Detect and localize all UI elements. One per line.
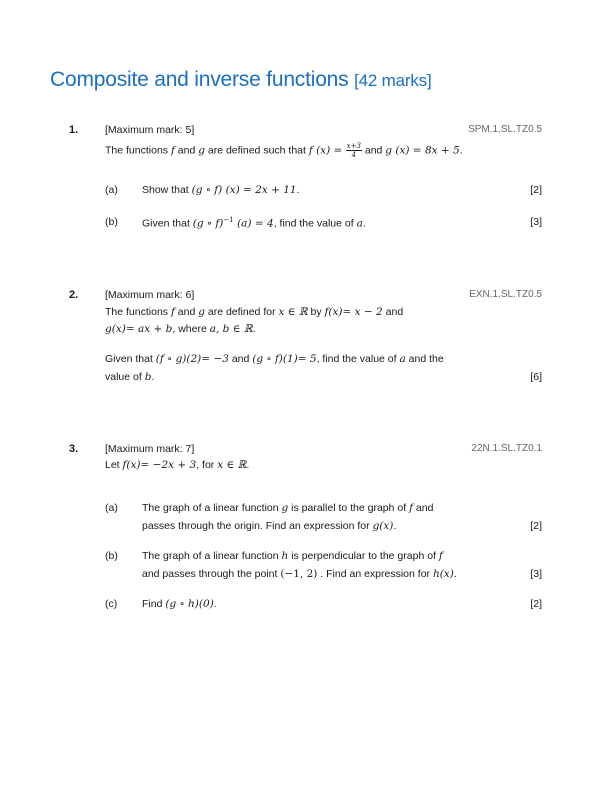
question-stem: The functions f and g are defined such that f (x) = $\frac{x+3}{4}$ and g (x) = 8x + 5.: [105, 142, 463, 159]
part-mark: [2]: [530, 520, 542, 532]
max-mark: [Maximum mark: 5]: [105, 124, 195, 136]
question-number: 2.: [69, 289, 79, 301]
question-number: 1.: [69, 124, 79, 136]
title-text: Composite and inverse functions: [50, 68, 349, 91]
question-mark: [6]: [530, 371, 542, 383]
title-marks: [42 marks]: [354, 71, 432, 90]
max-mark: [Maximum mark: 7]: [105, 443, 195, 455]
question-stem-line-2: g(x)= ax + b, where a, b ∈ ℝ.: [105, 323, 256, 335]
worksheet-page: Composite and inverse functions [42 marks] 1. [Maximum mark: 5] SPM.1.SL.TZ0.5 The functions f and g are defined such that f (x) = $\frac{x+3}{4}$ and g (x) = 8x + 5. (a) Show that (g ∘ f) (x) = 2x + 11. [2] (b) Given that (g ∘ f)$^{-1}$ (a) = 4, find the value of a. [3] 2. [Maximum mark: 6] EXN.1.SL.TZ0.5 The functions f and g are defined for x ∈ ℝ by f(x)= x − 2 and g(x)= ax + b, where a, b ∈ ℝ. Given that (f ∘ g)(2)= −3 and (g ∘ f)(1)= 5, find the value of a and the value of b. [6] 3. [Maximum mark: 7] 22N.1.SL.TZ0.1 Let f(x)= −2x + 3, for x ∈ ℝ. (a) The graph of a linear function g is parallel to the graph of f and passes through the origin. Find an expression for g(x). [2] (b) The graph of a linear function h is perpendicular to the graph of f and passes through the point (−1, 2) . Find an expression for h(x). [3] (c) Find (g ∘ h)(0). [2]: [50, 68, 542, 610]
question-stem-line-1: The functions f and g are defined for x ∈ ℝ by f(x)= x − 2 and: [105, 306, 404, 318]
part-mark: [3]: [530, 216, 542, 228]
question-stem: Let f(x)= −2x + 3, for x ∈ ℝ.: [105, 459, 250, 471]
question-number: 3.: [69, 443, 79, 455]
question-code: SPM.1.SL.TZ0.5: [468, 124, 542, 135]
max-mark: [Maximum mark: 6]: [105, 289, 195, 301]
question-stem-line-3: Given that (f ∘ g)(2)= −3 and (g ∘ f)(1)= 5, find the value of a and the: [105, 353, 444, 365]
part-mark: [3]: [530, 568, 542, 580]
part-mark: [2]: [530, 598, 542, 610]
part-mark: [2]: [530, 184, 542, 196]
page-title: [50, 68, 431, 92]
fraction: $\frac{x+3}{4}$: [346, 142, 361, 159]
question-stem-line-4: value of b.: [105, 371, 155, 383]
question-code: EXN.1.SL.TZ0.5: [469, 289, 542, 300]
question-code: 22N.1.SL.TZ0.1: [471, 443, 542, 454]
